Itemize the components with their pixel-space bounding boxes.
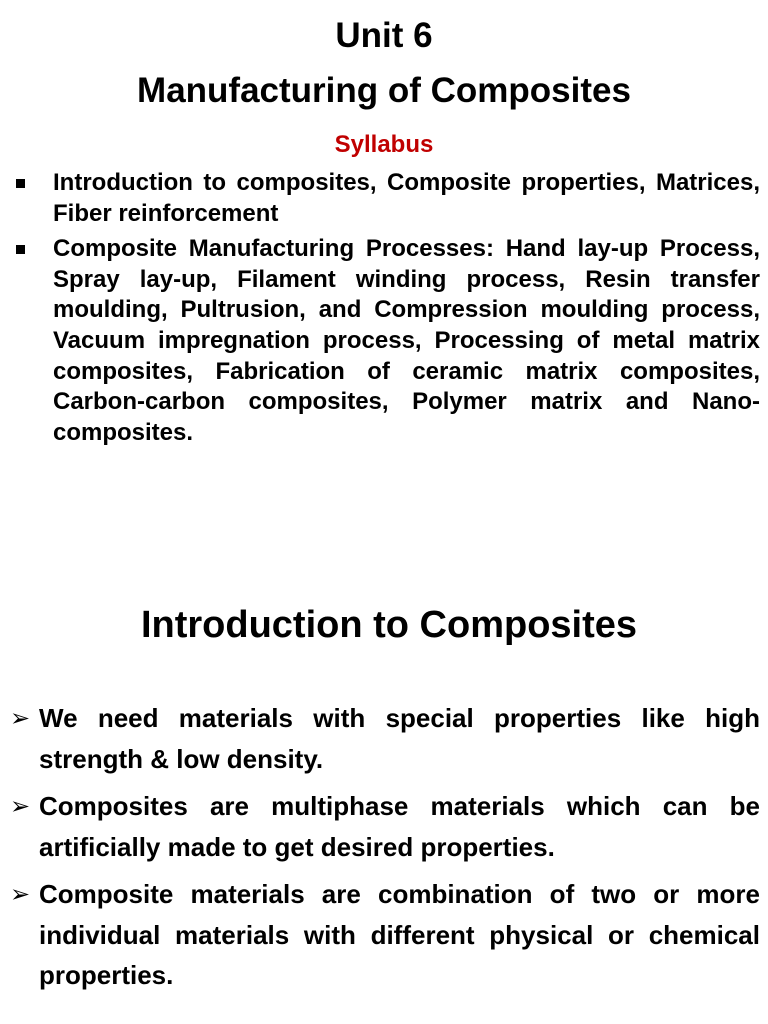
syllabus-bullet-text: Introduction to composites, Composite properties, Matrices, Fiber reinforcement xyxy=(53,169,760,227)
unit-subject-title: Manufacturing of Composites xyxy=(137,71,631,110)
intro-point-text: Composite materials are combination of two or more individual materials with different physical or chemical properties. xyxy=(39,879,760,990)
unit-title: Unit 6 xyxy=(335,16,433,55)
square-bullet-icon xyxy=(16,179,25,188)
arrow-bullet-icon: ➢ xyxy=(10,704,31,732)
section-title: Introduction to Composites xyxy=(140,604,638,646)
arrow-bullet-icon: ➢ xyxy=(10,792,31,820)
syllabus-bullet-item xyxy=(14,234,760,448)
syllabus-bullet-item xyxy=(14,168,760,229)
intro-point-item xyxy=(10,874,760,996)
intro-point-list xyxy=(10,698,760,1003)
intro-point-text: Composites are multiphase materials which can be artificially made to get desired properties. xyxy=(39,791,760,862)
intro-point-item xyxy=(10,698,760,779)
intro-point-item xyxy=(10,786,760,867)
arrow-bullet-icon: ➢ xyxy=(10,880,31,908)
syllabus-bullet-text: Composite Manufacturing Processes: Hand lay-up Process, Spray lay-up, Filament winding process, Resin transfer moulding, Pultrusion, and Compression moulding process, Vacuum impregnation process, Processing of metal matrix composites, Fabrication of ceramic matrix composites, Carbon-carbon composites, Polymer matrix and Nano-composites. xyxy=(53,235,760,446)
intro-point-text: We need materials with special properties like high strength & low density. xyxy=(39,703,760,774)
syllabus-heading: Syllabus xyxy=(334,131,434,158)
square-bullet-icon xyxy=(16,245,25,254)
syllabus-bullet-list xyxy=(14,168,760,453)
